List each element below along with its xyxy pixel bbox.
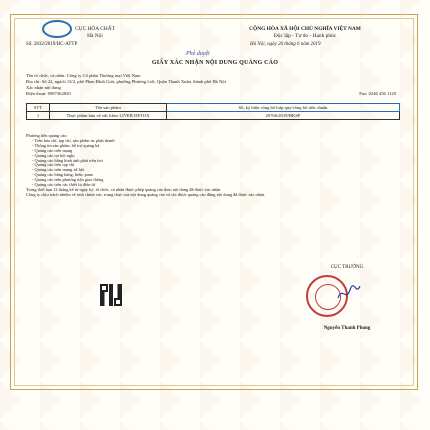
signer-name: Nguyễn Thanh Phong: [323, 326, 371, 331]
body-line: - Quảng cáo trên mạng xã hội: [32, 167, 85, 173]
table-cell: 1: [27, 112, 50, 120]
info-line-confirm: Xác nhận nội dung: [26, 85, 61, 90]
applicant-info: [26, 73, 396, 97]
signature-note: Phê duyệt: [186, 51, 210, 57]
signer-role: CỤC TRƯỞNG: [330, 265, 364, 270]
column-header: STT: [27, 104, 50, 112]
place-date: Hà Nội, ngày 26 tháng 6 năm 2019: [250, 42, 321, 47]
table-row: [27, 112, 400, 120]
country-name: CỘNG HÒA XÃ HỘI CHỦ NGHĨA VIỆT NAM: [249, 26, 361, 32]
column-header: Tên sản phẩm: [50, 104, 167, 112]
column-header: Số, ký hiệu công bố hợp quy/công bố tiêu chuẩn: [167, 104, 400, 112]
body-line: - Quảng cáo trên các thiết bị điện tử: [32, 182, 96, 188]
body-line: - Quảng cáo trên mạng: [32, 147, 73, 153]
body-line: - Trên báo chí, tạp chí, sản phẩm in, phát thanh: [32, 137, 115, 143]
table-cell: Thực phẩm bảo vệ sức khỏe LIVER DETOX: [50, 112, 167, 120]
document-title: GIẤY XÁC NHẬN NỘI DUNG QUẢNG CÁO: [151, 60, 279, 66]
body-line: - Quảng cáo bằng hình ảnh phát trên tivi: [32, 157, 103, 163]
body-line: - Thông tin sản phẩm, hỗ trợ quảng bá: [32, 142, 100, 148]
fax-number: Fax: 0246 456 1120: [359, 91, 396, 96]
body-line: - Quảng cáo trên tạp chí: [32, 162, 75, 168]
body-text: [26, 134, 406, 198]
contact-row: [26, 91, 396, 97]
issuer-header: [30, 26, 160, 40]
body-line: - Quảng cáo bằng bảng, biển, pano: [32, 172, 94, 178]
national-motto: Độc lập - Tự do - Hạnh phúc: [273, 33, 337, 39]
product-table: [26, 103, 400, 120]
signature-icon: [336, 282, 362, 304]
body-line: Trong thời hạn 12 tháng kể từ ngày ký, tổ chức, cá nhân được phép quảng cáo theo nội dung đã được xác nhận.: [26, 186, 222, 192]
body-line: - Quảng cáo trên phương tiện giao thông: [32, 177, 104, 183]
national-header: [230, 26, 380, 40]
issuer-name: CỤC HÓA CHẤT: [75, 26, 115, 32]
issuer-city: Hà Nội: [87, 33, 103, 39]
body-line: Công ty chịu trách nhiệm về tính chính xác, trung thực của nội dung quảng cáo và chỉ được quảng cáo đúng nội dung đã được xác nhận.: [26, 191, 266, 197]
body-line: Phương tiện quảng cáo:: [26, 133, 68, 138]
body-line: - Quảng cáo tại hội nghị: [32, 152, 75, 158]
table-header-row: [27, 104, 400, 112]
table-cell: 20766/2019/ĐKSP: [167, 112, 400, 120]
document-number: Số: 2832/2019/HC-ATTP: [26, 42, 78, 47]
info-line-address: Địa chỉ: Số 22, ngách 13/2, phố Phan Đình Giót, phường Phương Liệt, Quận Thanh Xuân, thành phố Hà Nội: [26, 79, 226, 84]
phone-number: Điện thoại: 0987362829: [26, 91, 71, 96]
info-line-organization: Tên tổ chức, cá nhân: Công ty Cổ phần Thương mại Việt Nam: [26, 73, 141, 78]
qr-code-icon: [100, 284, 122, 306]
